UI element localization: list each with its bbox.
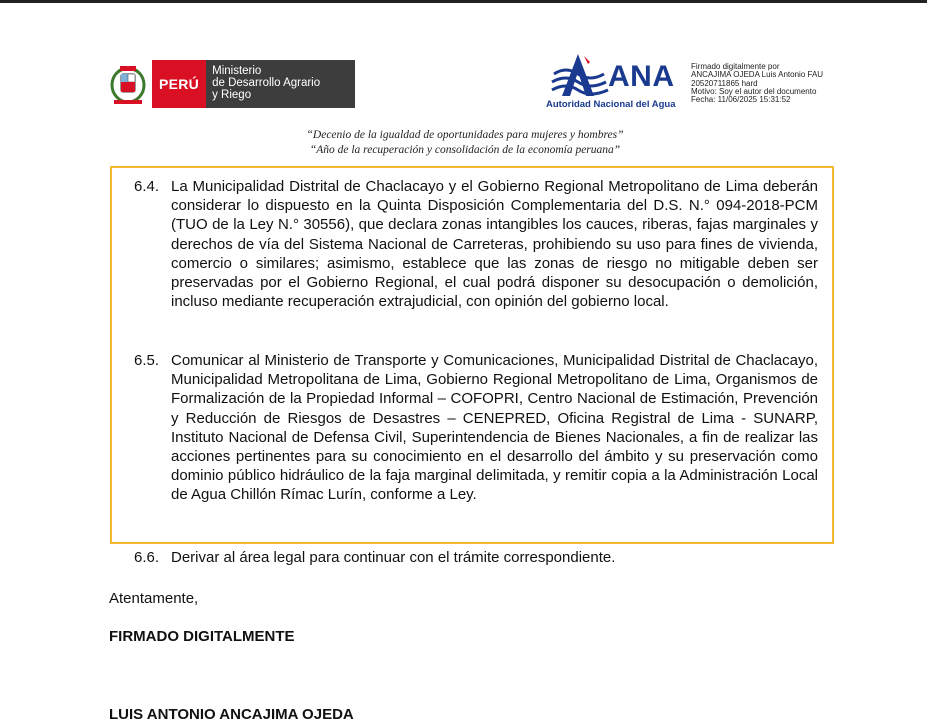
top-edge-bar xyxy=(0,0,927,3)
ana-subtitle: Autoridad Nacional del Agua xyxy=(546,99,676,110)
decenio-motto xyxy=(0,128,927,158)
peru-coat-of-arms-icon xyxy=(108,60,148,108)
closing-text: Atentamente, xyxy=(109,590,199,607)
item-number: 6.5. xyxy=(134,352,160,369)
ministry-line: y Riego xyxy=(212,89,252,101)
ministry-line: de Desarrollo Agrario xyxy=(212,77,321,89)
motto-line: “Decenio de la igualdad de oportunidades para mujeres y hombres” xyxy=(306,129,624,141)
ministry-line: Ministerio xyxy=(212,65,262,77)
numbered-item xyxy=(134,177,818,311)
digital-signature-stamp xyxy=(691,63,823,104)
signature-line: Motivo: Soy el autor del documento xyxy=(691,86,817,96)
numbered-item xyxy=(134,351,818,505)
ana-logo-text: ANA xyxy=(608,60,675,93)
signature-line: Fecha: 11/06/2025 15:31:52 xyxy=(691,95,791,105)
signature-line: ANCAJIMA OJEDA Luis Antonio FAU xyxy=(691,70,824,80)
peru-label: PERÚ xyxy=(152,60,206,108)
ana-logo xyxy=(540,52,690,114)
peru-ministry-logo xyxy=(108,60,355,108)
signature-line: Firmado digitalmente por xyxy=(691,62,780,71)
numbered-item xyxy=(134,548,818,567)
ana-wave-icon xyxy=(548,52,614,98)
motto-line: “Año de la recuperación y consolidación de la economía peruana” xyxy=(309,144,621,156)
item-number: 6.4. xyxy=(134,178,160,195)
signed-label: FIRMADO DIGITALMENTE xyxy=(109,628,295,645)
item-text: La Municipalidad Distrital de Chaclacayo y el Gobierno Regional Metropolitano de Lima deberán considerar lo dispuesto en la Quinta Disposición Complementaria del D.S. N.° 094-2018-PCM (TUO de la Ley N.° 30556), que declara zonas intangibles los cauces, riberas, fajas marginales y derechos de vía del Sistema Nacional de Carreteras, prohibiendo su uso para fines de vivienda, comercio o similares; asimismo, establece que las zonas de riesgo no mitigable deben ser preservadas por el Gobierno Regional, el cual podrá disponer su desocupación o demolición, incluso mediante recuperación extrajudicial, con opinión del gobierno local. xyxy=(171,178,818,311)
signature-line: 20520711865 hard xyxy=(691,78,758,88)
item-text: Derivar al área legal para continuar con el trámite correspondiente. xyxy=(171,549,616,566)
signer-name: LUIS ANTONIO ANCAJIMA OJEDA xyxy=(109,706,354,723)
item-number: 6.6. xyxy=(134,549,160,566)
item-text: Comunicar al Ministerio de Transporte y Comunicaciones, Municipalidad Distrital de Chaclacayo, Municipalidad Metropolitana de Lima, Gobierno Regional Metropolitano de Lima, Organismos de Formalización de la Propiedad Informal – COFOPRI, Centro Nacional de Estimación, Prevención y Reducción de Riesgos de Desastres – CENEPRED, Oficina Registral de Lima - SUNARP, Instituto Nacional de Defensa Civil, Superintendencia de Bienes Nacionales, a fin de realizar las acciones pertinentes para su conocimiento en el desarrollo del ámbito y su preservación como dominio público hidráulico de la faja marginal delimitada, y remitir copia a la Administración Local de Agua Chillón Rímac Lurín, conforme a Ley. xyxy=(171,352,818,504)
ministry-name xyxy=(206,60,355,108)
